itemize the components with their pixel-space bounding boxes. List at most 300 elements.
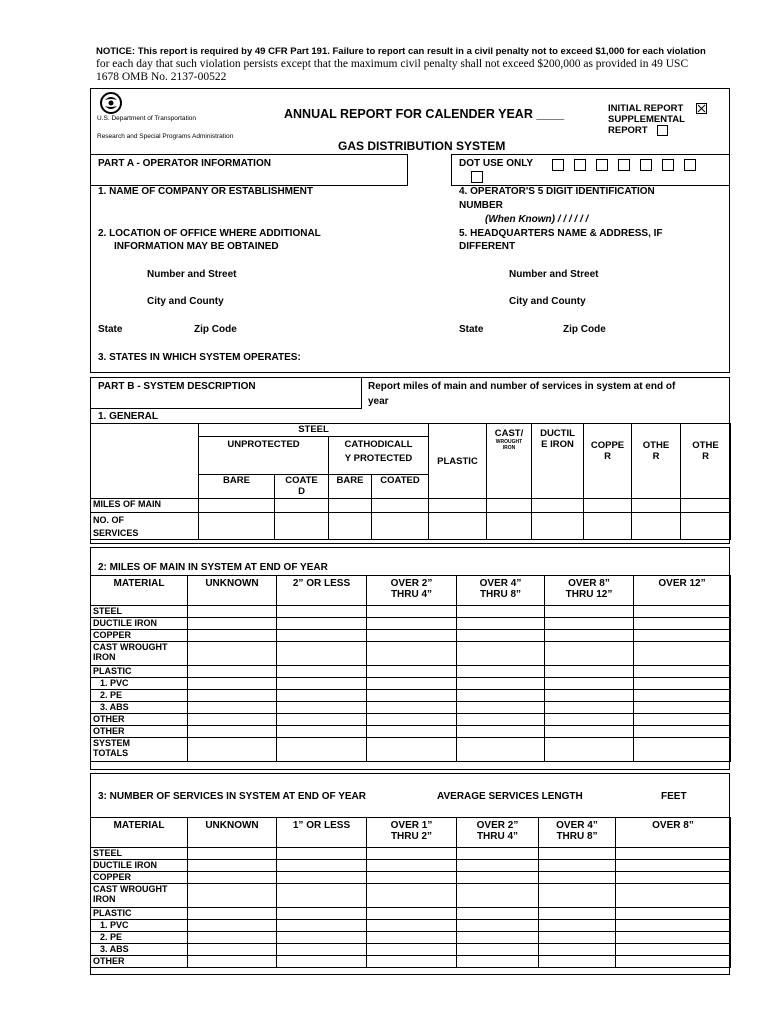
miles-input-cell[interactable] [545,606,634,618]
miles-input-cell[interactable] [277,618,367,630]
input-cell[interactable] [275,499,329,513]
miles-input-cell[interactable] [188,642,277,666]
other-header-1: OTHE [642,440,670,451]
services-row-label-text: 3. ABS [100,944,129,954]
number-street-right[interactable]: Number and Street [509,269,599,280]
miles-row-label-text: SYSTEM [93,738,131,748]
other-header-2: R [702,451,709,462]
miles-input-cell[interactable] [277,606,367,618]
miles-input-cell[interactable] [277,726,367,738]
q1-company-name: 1. NAME OF COMPANY OR ESTABLISHMENT [98,186,314,197]
miles-row-label [91,642,188,666]
miles-input-cell[interactable] [367,678,457,690]
miles-input-cell[interactable] [457,726,545,738]
miles-row-label [91,606,188,618]
q2-location-1: 2. LOCATION OF OFFICE WHERE ADDITIONAL [98,228,321,239]
corner-cell [91,424,199,499]
miles-input-cell[interactable] [188,690,277,702]
miles-col-header-text: 2” OR LESS [292,578,351,589]
miles-row-label-text: COPPER [93,630,132,640]
services-label [91,513,199,540]
input-cell[interactable] [429,499,487,513]
miles-col-header [545,576,634,606]
services-col-header-text: OVER 1” [390,820,433,831]
input-cell[interactable] [532,499,584,513]
ductile-header [532,424,584,499]
services-input-cell[interactable] [188,908,277,920]
miles-input-cell[interactable] [634,678,731,690]
miles-input-cell[interactable] [545,738,634,762]
miles-input-cell[interactable] [188,714,277,726]
miles-input-cell[interactable] [457,690,545,702]
miles-col-header-text: THRU 4” [390,589,433,600]
miles-col-header-text: OVER 2” [390,578,433,589]
services-input-cell[interactable] [539,944,616,956]
miles-row-label [91,726,188,738]
services-row-label-text: PLASTIC [93,908,132,918]
services-input-cell[interactable] [188,944,277,956]
miles-row-label-text: OTHER [93,726,125,736]
notice-line-3: 1678 OMB No. 2137-00522 [96,71,227,83]
input-cell[interactable] [199,513,275,540]
coated-header-1: COATE [285,475,318,486]
unprotected-header: UNPROTECTED [199,437,329,475]
input-cell[interactable] [487,513,532,540]
notice [96,45,764,84]
services-row-label [91,908,188,920]
dot-box[interactable] [552,159,564,171]
services-input-cell[interactable] [457,872,539,884]
input-cell[interactable] [487,499,532,513]
miles-row-label-text: PLASTIC [93,666,132,676]
services-input-cell[interactable] [367,860,457,872]
services-col-header-text: OVER 4” [556,820,598,831]
services-row-label [91,932,188,944]
miles-input-cell[interactable] [634,714,731,726]
other-header-2: R [652,451,660,462]
section2-title: 2: MILES OF MAIN IN SYSTEM AT END OF YEAR [98,562,328,573]
services-col-header [277,818,367,848]
miles-input-cell[interactable] [277,666,367,678]
plastic-header-text: PLASTIC [437,455,478,467]
plastic-header [429,424,487,499]
miles-input-cell[interactable] [545,714,634,726]
services-col-header [616,818,731,848]
miles-input-cell[interactable] [277,738,367,762]
services-row-label-text: 1. PVC [100,920,129,930]
copper-header-2: R [604,451,611,462]
supplemental-report-checkbox[interactable] [657,125,668,136]
copper-header [584,424,632,499]
services-input-cell[interactable] [277,932,367,944]
services-input-cell[interactable] [188,932,277,944]
part-b-note-2: year [368,396,389,407]
miles-input-cell[interactable] [457,666,545,678]
zip-right[interactable]: Zip Code [563,324,606,335]
services-input-cell[interactable] [457,920,539,932]
services-row-label-text: IRON [93,894,116,904]
input-cell[interactable] [372,513,429,540]
dept-name: U.S. Department of Transportation [97,115,196,122]
miles-input-cell[interactable] [367,606,457,618]
miles-input-cell[interactable] [634,642,731,666]
services-row-label [91,944,188,956]
services-input-cell[interactable] [539,932,616,944]
miles-input-cell[interactable] [367,630,457,642]
initial-report-label: INITIAL REPORT [608,103,684,114]
miles-input-cell[interactable] [457,678,545,690]
miles-input-cell[interactable] [188,606,277,618]
cast-header [487,424,532,499]
services-input-cell[interactable] [539,872,616,884]
miles-input-cell[interactable] [367,738,457,762]
cathodic-header [329,437,429,475]
miles-input-cell[interactable] [188,678,277,690]
services-col-header-text: THRU 2” [390,831,433,842]
services-row-label-text: COPPER [93,872,132,882]
q4-operator-id-1: 4. OPERATOR'S 5 DIGIT IDENTIFICATION [459,186,655,197]
q3-states: 3. STATES IN WHICH SYSTEM OPERATES: [98,352,301,363]
services-input-cell[interactable] [367,932,457,944]
miles-input-cell[interactable] [277,714,367,726]
miles-col-header [91,576,188,606]
input-cell[interactable] [681,513,731,540]
cast-header-2: WROUGHT [495,439,523,445]
city-county-left[interactable]: City and County [147,296,224,307]
services-input-cell[interactable] [457,908,539,920]
services-row-label [91,848,188,860]
services-input-cell[interactable] [188,860,277,872]
services-input-cell[interactable] [188,872,277,884]
miles-input-cell[interactable] [457,702,545,714]
miles-input-cell[interactable] [545,618,634,630]
miles-input-cell[interactable] [457,714,545,726]
avg-services-length: AVERAGE SERVICES LENGTH [437,791,583,802]
general-label: 1. GENERAL [98,411,159,422]
services-col-header [188,818,277,848]
services-input-cell[interactable] [539,848,616,860]
services-input-cell[interactable] [539,956,616,968]
services-input-cell[interactable] [616,860,731,872]
services-input-cell[interactable] [539,860,616,872]
services-input-cell[interactable] [616,872,731,884]
miles-input-cell[interactable] [634,666,731,678]
cast-header-1: CAST/ [494,428,524,439]
miles-row-label [91,630,188,642]
miles-col-header-text: MATERIAL [113,578,165,589]
miles-input-cell[interactable] [457,618,545,630]
cast-header-3: IRON [502,445,516,451]
services-row-label-text: 2. PE [100,932,123,942]
miles-row-label [91,690,188,702]
miles-input-cell[interactable] [545,690,634,702]
miles-input-cell[interactable] [188,630,277,642]
miles-input-cell[interactable] [634,702,731,714]
services-input-cell[interactable] [616,908,731,920]
admin-name: Research and Special Programs Administration [97,133,234,140]
section2-table [90,575,731,762]
dot-box[interactable] [684,159,696,171]
miles-input-cell[interactable] [545,642,634,666]
services-input-cell[interactable] [616,920,731,932]
services-input-cell[interactable] [539,920,616,932]
copper-header-1: COPPE [590,440,625,451]
services-input-cell[interactable] [188,848,277,860]
part-b-note-1: Report miles of main and number of services in system at end of [368,381,676,392]
miles-col-header [277,576,367,606]
miles-input-cell[interactable] [188,702,277,714]
coated-header: COATED [372,475,429,499]
miles-row-label [91,738,188,762]
services-input-cell[interactable] [457,860,539,872]
miles-input-cell[interactable] [634,690,731,702]
services-input-cell[interactable] [539,908,616,920]
q4-operator-id-3[interactable]: (When Known) / / / / / / [485,214,589,225]
dot-use-boxes [552,156,732,174]
miles-input-cell[interactable] [457,606,545,618]
services-row-label-text: DUCTILE IRON [93,860,157,870]
bare-header: BARE [329,475,372,499]
services-input-cell[interactable] [277,956,367,968]
section3-table [90,817,731,968]
services-row-label [91,920,188,932]
services-col-header-text: OVER 2” [476,820,519,831]
miles-row-label-text: CAST WROUGHT [93,642,168,652]
dot-logo-icon [99,92,123,114]
miles-input-cell[interactable] [545,666,634,678]
miles-input-cell[interactable] [457,738,545,762]
services-input-cell[interactable] [367,884,457,908]
input-cell[interactable] [584,499,632,513]
part-a-title: PART A - OPERATOR INFORMATION [98,158,271,169]
state-left[interactable]: State [98,324,123,335]
number-street-left[interactable]: Number and Street [147,269,237,280]
section3-title: 3: NUMBER OF SERVICES IN SYSTEM AT END OF YEAR [98,791,366,802]
miles-col-header-text: THRU 8” [479,589,522,600]
miles-col-header-text: OVER 12” [658,578,706,589]
notice-line-1: NOTICE: This report is required by 49 CFR Part 191. Failure to report can result in a civil penalty not to exceed $1,000 for each violation [96,46,706,57]
state-right[interactable]: State [459,324,484,335]
services-input-cell[interactable] [457,932,539,944]
q2-location-2: INFORMATION MAY BE OBTAINED [114,241,279,252]
dot-box[interactable] [618,159,630,171]
services-input-cell[interactable] [188,920,277,932]
services-col-header [367,818,457,848]
miles-input-cell[interactable] [367,642,457,666]
q5-headquarters-2: DIFFERENT [459,241,516,252]
services-input-cell[interactable] [277,944,367,956]
miles-input-cell[interactable] [457,630,545,642]
miles-input-cell[interactable] [188,726,277,738]
miles-of-main-label: MILES OF MAIN [91,499,199,513]
ductile-header-2: E IRON [541,439,574,450]
services-input-cell[interactable] [616,848,731,860]
services-input-cell[interactable] [277,884,367,908]
miles-row-label [91,666,188,678]
services-col-header-text: MATERIAL [113,820,165,831]
miles-input-cell[interactable] [634,618,731,630]
services-input-cell[interactable] [277,920,367,932]
other-header-1: OTHE [692,440,719,451]
services-input-cell[interactable] [457,956,539,968]
notice-line-2: for each day that such violation persists except that the maximum civil penalty shall not exceed $200,000 as provided in 49 USC [96,58,689,70]
services-col-header-text: THRU 8” [556,831,598,842]
miles-input-cell[interactable] [277,702,367,714]
cathodic-header-1: CATHODICALL [344,439,413,450]
supplemental-label-1: SUPPLEMENTAL [608,114,685,125]
miles-input-cell[interactable] [188,618,277,630]
part-b-title: PART B - SYSTEM DESCRIPTION [98,381,256,392]
coated-header [275,475,329,499]
services-input-cell[interactable] [457,944,539,956]
miles-input-cell[interactable] [367,666,457,678]
miles-input-cell[interactable] [367,690,457,702]
services-input-cell[interactable] [457,884,539,908]
steel-header: STEEL [199,424,429,437]
services-col-header [91,818,188,848]
services-label-2: SERVICES [93,528,139,538]
input-cell[interactable] [429,513,487,540]
services-input-cell[interactable] [539,884,616,908]
miles-input-cell[interactable] [634,738,731,762]
general-table [90,423,731,540]
miles-row-label-text: IRON [93,652,116,662]
ductile-header-1: DUCTIL [540,428,575,439]
cathodic-header-2: Y PROTECTED [344,453,413,464]
miles-col-header [367,576,457,606]
services-input-cell[interactable] [367,944,457,956]
input-cell[interactable] [632,499,681,513]
input-cell[interactable] [329,513,372,540]
services-row-label [91,872,188,884]
miles-row-label-text: 2. PE [100,690,123,700]
services-col-header-text: THRU 4” [476,831,519,842]
services-input-cell[interactable] [616,944,731,956]
miles-row-label-text: TOTALS [93,748,129,758]
miles-col-header-text: OVER 4” [479,578,522,589]
services-input-cell[interactable] [367,848,457,860]
services-input-cell[interactable] [277,908,367,920]
miles-row-label [91,618,188,630]
services-row-label [91,956,188,968]
services-input-cell[interactable] [616,884,731,908]
dot-box[interactable] [662,159,674,171]
input-cell[interactable] [681,499,731,513]
miles-input-cell[interactable] [277,630,367,642]
input-cell[interactable] [329,499,372,513]
miles-input-cell[interactable] [188,666,277,678]
miles-input-cell[interactable] [545,726,634,738]
dot-use-only-label: DOT USE ONLY [459,158,534,169]
services-input-cell[interactable] [616,932,731,944]
supplemental-label-2: REPORT [608,125,648,136]
miles-input-cell[interactable] [634,606,731,618]
services-col-header [539,818,616,848]
dot-box[interactable] [640,159,652,171]
input-cell[interactable] [372,499,429,513]
services-col-header-text: 1” OR LESS [292,820,351,831]
miles-row-label [91,714,188,726]
miles-col-header [457,576,545,606]
miles-input-cell[interactable] [634,726,731,738]
services-input-cell[interactable] [457,848,539,860]
miles-row-label [91,702,188,714]
miles-input-cell[interactable] [277,678,367,690]
input-cell[interactable] [532,513,584,540]
input-cell[interactable] [275,513,329,540]
miles-input-cell[interactable] [545,702,634,714]
services-label-1: NO. OF [93,515,124,525]
zip-left[interactable]: Zip Code [194,324,237,335]
miles-col-header-text: OVER 8” [568,578,610,589]
services-row-label-text: OTHER [93,956,125,966]
miles-input-cell[interactable] [277,642,367,666]
services-col-header-text: OVER 8” [652,820,694,831]
miles-row-label-text: DUCTILE IRON [93,618,157,628]
dot-box[interactable] [471,171,483,183]
services-col-header-text: UNKNOWN [205,820,259,831]
services-input-cell[interactable] [367,872,457,884]
report-subtitle: GAS DISTRIBUTION SYSTEM [338,139,506,153]
miles-input-cell[interactable] [367,618,457,630]
miles-input-cell[interactable] [367,726,457,738]
feet-label: FEET [661,791,687,802]
services-input-cell[interactable] [367,920,457,932]
input-cell[interactable] [632,513,681,540]
services-input-cell[interactable] [616,956,731,968]
miles-input-cell[interactable] [367,714,457,726]
initial-report-checkbox[interactable] [696,103,707,114]
services-input-cell[interactable] [277,872,367,884]
services-row-label-text: CAST WROUGHT [93,884,168,894]
miles-input-cell[interactable] [277,690,367,702]
miles-input-cell[interactable] [457,642,545,666]
other-header [681,424,731,499]
miles-input-cell[interactable] [545,678,634,690]
city-county-right[interactable]: City and County [509,296,586,307]
q4-operator-id-2: NUMBER [459,200,503,211]
input-cell[interactable] [584,513,632,540]
miles-row-label-text: STEEL [93,606,123,616]
services-input-cell[interactable] [277,860,367,872]
miles-col-header-text: THRU 12” [565,589,613,600]
miles-col-header [188,576,277,606]
services-row-label [91,884,188,908]
services-input-cell[interactable] [188,884,277,908]
miles-col-header [634,576,731,606]
services-input-cell[interactable] [188,956,277,968]
services-input-cell[interactable] [277,848,367,860]
services-input-cell[interactable] [367,908,457,920]
miles-row-label-text: OTHER [93,714,125,724]
input-cell[interactable] [199,499,275,513]
services-row-label [91,860,188,872]
miles-input-cell[interactable] [634,630,731,642]
q5-headquarters-1: 5. HEADQUARTERS NAME & ADDRESS, IF [459,228,663,239]
dot-box[interactable] [596,159,608,171]
miles-input-cell[interactable] [367,702,457,714]
dot-box[interactable] [574,159,586,171]
services-col-header [457,818,539,848]
miles-row-label [91,678,188,690]
miles-input-cell[interactable] [188,738,277,762]
coated-header-2: D [298,486,305,497]
miles-input-cell[interactable] [545,630,634,642]
miles-row-label-text: 1. PVC [100,678,129,688]
services-input-cell[interactable] [367,956,457,968]
report-title: ANNUAL REPORT FOR CALENDER YEAR ____ [284,107,565,121]
other-header [632,424,681,499]
